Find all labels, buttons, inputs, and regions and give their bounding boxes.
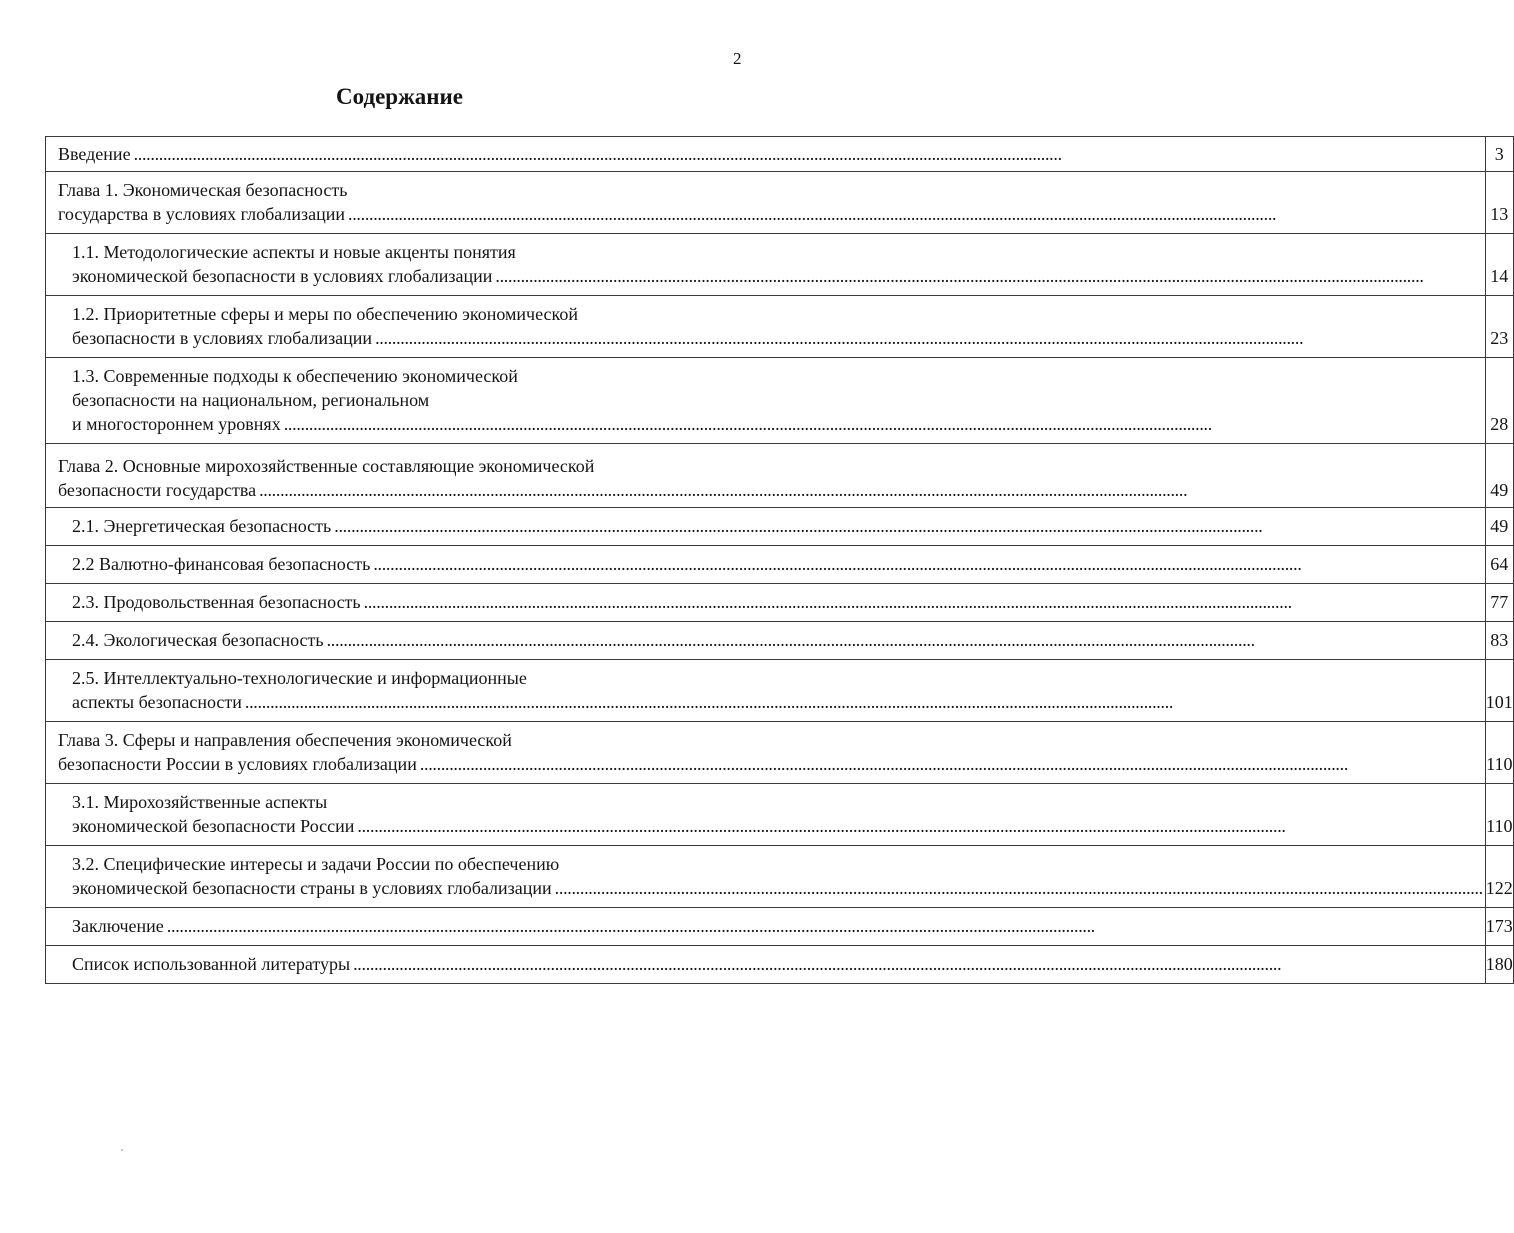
toc-entry-line: 2.1. Энергетическая безопасность (72, 516, 332, 536)
toc-page-number: 77 (1485, 584, 1513, 622)
toc-entry-title (46, 234, 1486, 296)
toc-section-row[interactable] (46, 946, 1514, 984)
toc-entry-line: безопасности на национальном, региональном (72, 390, 430, 410)
toc-entry-line: экономической безопасности России (72, 816, 355, 836)
toc-section-row[interactable] (46, 784, 1514, 846)
dot-leader (331, 514, 1481, 538)
toc-entry-line: 2.2 Валютно-финансовая безопасность (72, 554, 371, 574)
toc-entry-last-line (72, 412, 1481, 436)
toc-entry-title (46, 946, 1486, 984)
toc-entry-line: Глава 2. Основные мирохозяйственные составляющие экономической (58, 456, 595, 476)
dot-leader (350, 952, 1481, 976)
toc-entry-last-line (72, 952, 1481, 976)
toc-entry-line: 3.1. Мирохозяйственные аспекты (72, 792, 328, 812)
toc-entry-line: безопасности государства (58, 480, 257, 500)
toc-body (46, 137, 1514, 984)
toc-page-number: 122 (1485, 846, 1513, 908)
toc-section-row[interactable] (46, 846, 1514, 908)
table-of-contents (45, 136, 1514, 984)
toc-section-row[interactable] (46, 908, 1514, 946)
dot-leader (552, 876, 1481, 900)
toc-chapter-row[interactable] (46, 172, 1514, 234)
toc-entry-title (46, 622, 1486, 660)
toc-chapter-row[interactable] (46, 722, 1514, 784)
dot-leader (361, 590, 1481, 614)
toc-entry-last-line (58, 752, 1481, 776)
toc-page-number: 83 (1485, 622, 1513, 660)
toc-entry-line: экономической безопасности в условиях глобализации (72, 266, 493, 286)
toc-entry-last-line (72, 264, 1481, 288)
toc-chapter-row[interactable] (46, 444, 1514, 508)
dot-leader (372, 326, 1481, 350)
toc-entry-last-line (72, 914, 1481, 938)
toc-entry-last-line (58, 478, 1481, 502)
dot-leader (131, 142, 1481, 166)
dot-leader (370, 552, 1480, 576)
toc-section-row[interactable] (46, 660, 1514, 722)
toc-entry-title (46, 137, 1486, 172)
toc-entry-title (46, 584, 1486, 622)
dot-leader (492, 264, 1480, 288)
toc-entry-line: безопасности России в условиях глобализации (58, 754, 417, 774)
toc-page-number: 110 (1485, 784, 1513, 846)
toc-entry-title (46, 546, 1486, 584)
toc-entry-last-line (58, 142, 1481, 166)
toc-entry-line: безопасности в условиях глобализации (72, 328, 373, 348)
dot-leader (354, 814, 1480, 838)
toc-entry-line: 1.2. Приоритетные сферы и меры по обеспечению экономической (72, 304, 578, 324)
page-title: Содержание (336, 84, 463, 109)
toc-section-row[interactable] (46, 546, 1514, 584)
dot-leader (242, 690, 1481, 714)
dot-leader (281, 412, 1481, 436)
toc-entry-line: Список использованной литературы (72, 954, 351, 974)
toc-entry-last-line (72, 552, 1481, 576)
toc-entry-last-line (72, 876, 1481, 900)
toc-entry-line: Глава 3. Сферы и направления обеспечения экономической (58, 730, 512, 750)
dot-leader (164, 914, 1481, 938)
toc-entry-title (46, 846, 1486, 908)
toc-page-number: 49 (1485, 508, 1513, 546)
toc-entry-line: аспекты безопасности (72, 692, 242, 712)
toc-entry-title (46, 444, 1486, 508)
toc-entry-title (46, 172, 1486, 234)
toc-page-number: 14 (1485, 234, 1513, 296)
dot-leader (256, 478, 1481, 502)
toc-page-number: 13 (1485, 172, 1513, 234)
toc-section-row[interactable] (46, 358, 1514, 444)
page-number: 2 (733, 49, 742, 68)
toc-entry-last-line (72, 690, 1481, 714)
toc-entry-last-line (72, 514, 1481, 538)
toc-entry-line: 1.1. Методологические аспекты и новые акценты понятия (72, 242, 516, 262)
toc-page-number: 101 (1485, 660, 1513, 722)
toc-entry-title (46, 358, 1486, 444)
toc-entry-last-line (58, 202, 1481, 226)
toc-entry-last-line (72, 326, 1481, 350)
toc-entry-line: 3.2. Специфические интересы и задачи России по обеспечению (72, 854, 560, 874)
scan-speck (121, 1149, 123, 1151)
toc-page-number: 173 (1485, 908, 1513, 946)
toc-entry-last-line (72, 814, 1481, 838)
toc-entry-line: Глава 1. Экономическая безопасность (58, 180, 348, 200)
toc-entry-title (46, 508, 1486, 546)
toc-entry-line: 2.5. Интеллектуально-технологические и информационные (72, 668, 527, 688)
toc-section-row[interactable] (46, 234, 1514, 296)
toc-entry-title (46, 908, 1486, 946)
toc-page-number: 180 (1485, 946, 1513, 984)
toc-entry-line: экономической безопасности страны в условиях глобализации (72, 878, 552, 898)
toc-entry-last-line (72, 628, 1481, 652)
toc-entry-last-line (72, 590, 1481, 614)
toc-entry-line: государства в условиях глобализации (58, 204, 346, 224)
toc-entry-line: Заключение (72, 916, 164, 936)
toc-page-number: 28 (1485, 358, 1513, 444)
toc-entry-line: Введение (58, 144, 131, 164)
toc-chapter-row[interactable] (46, 137, 1514, 172)
dot-leader (417, 752, 1481, 776)
toc-page-number: 64 (1485, 546, 1513, 584)
toc-entry-line: 1.3. Современные подходы к обеспечению экономической (72, 366, 518, 386)
toc-section-row[interactable] (46, 508, 1514, 546)
toc-entry-line: 2.3. Продовольственная безопасность (72, 592, 361, 612)
toc-entry-title (46, 784, 1486, 846)
toc-entry-title (46, 722, 1486, 784)
toc-page-number: 110 (1485, 722, 1513, 784)
toc-page-number: 3 (1485, 137, 1513, 172)
toc-section-row[interactable] (46, 622, 1514, 660)
dot-leader (345, 202, 1481, 226)
toc-entry-line: и многостороннем уровнях (72, 414, 281, 434)
dot-leader (324, 628, 1481, 652)
toc-entry-title (46, 660, 1486, 722)
toc-section-row[interactable] (46, 296, 1514, 358)
toc-page-number: 23 (1485, 296, 1513, 358)
toc-section-row[interactable] (46, 584, 1514, 622)
toc-entry-title (46, 296, 1486, 358)
toc-page-number: 49 (1485, 444, 1513, 508)
toc-entry-line: 2.4. Экологическая безопасность (72, 630, 324, 650)
